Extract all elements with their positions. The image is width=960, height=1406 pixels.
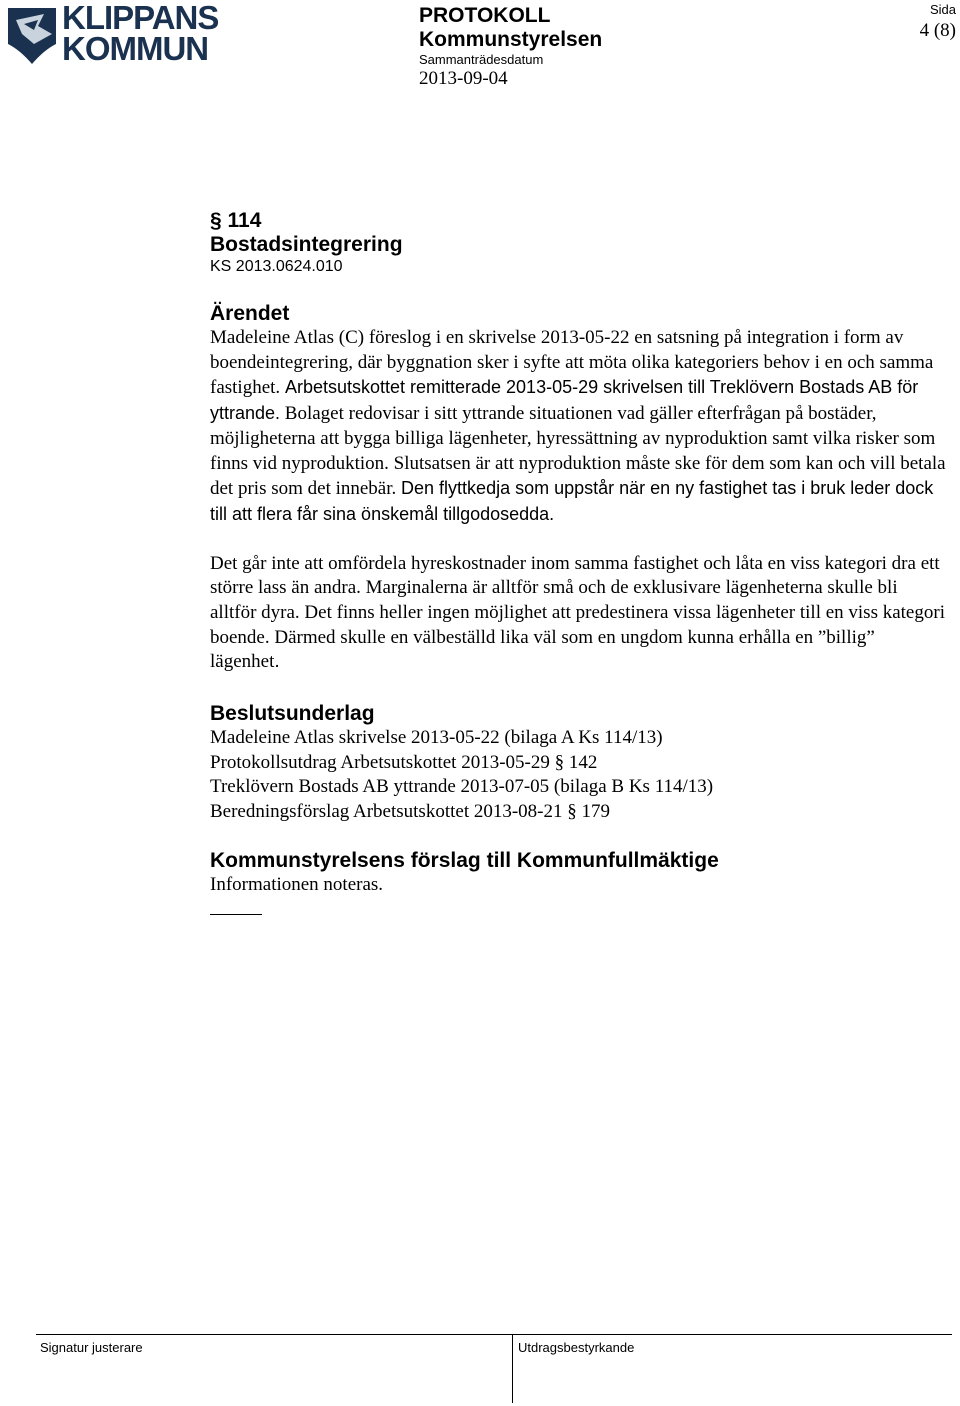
footer-column-divider [512,1335,513,1403]
beslutsunderlag-item: Madeleine Atlas skrivelse 2013-05-22 (bilaga A Ks 114/13) [210,727,663,749]
document-body: Kommunstyrelsen [419,28,603,51]
logo-wordmark: KLIPPANS KOMMUN [62,0,219,67]
arendet-paragraph-1 [210,326,948,528]
meeting-date: 2013-09-04 [419,68,508,89]
arendet-paragraph-2 [210,552,948,676]
logo-emblem-icon [4,4,60,68]
paragraph-title: Bostadsintegrering [210,233,403,256]
paragraph-number: § 114 [210,209,262,232]
section-heading-arendet: Ärendet [210,302,290,325]
arendet-text-1c: Bolaget redovisar i sitt yttrande situationen vad gäller efterfrågan på bostäder, möjligheterna att bygga billiga lägenheter, hyressättning av nyproduktion samt vilka risker som finns vid nyproduktion. Slutsatsen är att nyproduktion måste ske för dem som kan och vill betala det pris som det innebär. [210,403,946,500]
beslutsunderlag-item: Treklövern Bostads AB yttrande 2013-07-05 (bilaga B Ks 114/13) [210,776,714,798]
arendet-text-2-end: . [274,651,280,673]
footer-divider [36,1334,952,1335]
certification-label: Utdragsbestyrkande [518,1340,635,1355]
case-number: KS 2013.0624.010 [210,258,343,275]
page-number: 4 (8) [919,20,956,41]
page-label: Sida [929,2,956,17]
end-rule [210,914,262,915]
municipality-logo [4,0,219,68]
beslutsunderlag-item: Beredningsförslag Arbetsutskottet 2013-08-21 § 179 [210,800,611,822]
beslutsunderlag-item: Protokollsutdrag Arbetsutskottet 2013-05-29 § 142 [210,751,598,773]
section-heading-forslag: Kommunstyrelsens förslag till Kommunfullmäktige [210,849,719,873]
arendet-text-1a: Madeleine Atlas (C) föreslog i en skrivelse 2013-05-22 en satsning på integration i form av boendeintegrering, där byggnation sker i syfte att möta olika kategoriers behov i en och samma fastighet. [210,327,934,399]
forslag-text: Informationen noteras. [210,874,384,896]
arendet-text-1d: Den flyttkedja som uppstår när en ny fastighet tas i bruk leder dock till att flera får sina önskemål tillgodosedda. [210,478,934,524]
arendet-text-2: Det går inte att omfördela hyreskostnader inom samma fastighet och låta en viss kategori dra ett större lass än andra. Marginalerna är alltför små och de exklusivare lägenheterna skulle bli alltför dyra. Det finns heller ingen möjlighet att predestinera vissa lägenheter till en viss kategori boende. Därmed skulle en välbeställd lika väl som en ungdom kunna erhålla en ”billig” lägenhet [210,552,945,673]
arendet-text-1b: Arbetsutskottet remitterade 2013-05-29 skrivelsen till Treklövern Bostads AB för yttrande. [210,377,919,424]
document-type: PROTOKOLL [419,4,551,27]
signature-label: Signatur justerare [40,1340,143,1355]
meeting-date-label: Sammanträdesdatum [419,52,544,67]
section-heading-beslutsunderlag: Beslutsunderlag [210,702,375,726]
protocol-content [210,208,948,915]
